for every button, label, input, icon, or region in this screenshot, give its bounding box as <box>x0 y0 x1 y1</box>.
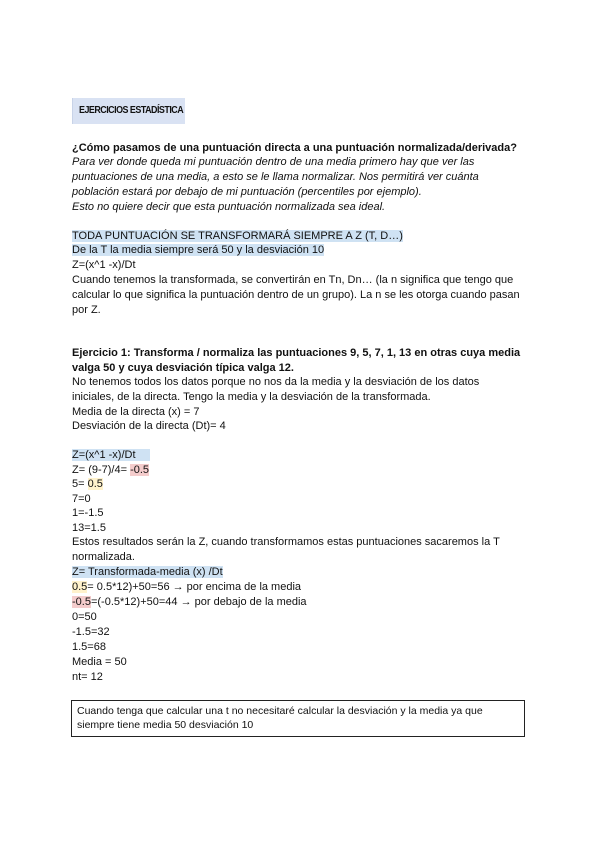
results-line: Estos resultados serán la Z, cuando transformamos estas puntuaciones sacaremos la T <box>72 536 500 548</box>
t4-calc: -1.5=32 <box>72 626 110 638</box>
z7-calc: 7=0 <box>72 493 91 505</box>
italic-line: Esto no quiere decir que esta puntuación normalizada sea ideal. <box>72 201 386 213</box>
page-title: EJERCICIOS ESTADÍSTICA <box>79 104 184 116</box>
z13-calc: 13=1.5 <box>72 522 106 534</box>
t-mean: Media = 50 <box>72 656 127 668</box>
italic-line: población estará por debajo de mi puntuación (percentiles por ejemplo). <box>72 186 422 198</box>
note-box <box>71 700 525 737</box>
t5-calc: 1.5=68 <box>72 641 106 653</box>
statement-t-mean: De la T la media siempre será 50 y la desviación 10 <box>72 244 325 256</box>
exercise-line: iniciales, de la directa. Tengo la media y la desviación de la transformada. <box>72 391 431 403</box>
paragraph-line: Cuando tenemos la transformada, se convertirán en Tn, Dn… (la n significa que tengo que <box>72 274 514 286</box>
question-heading: ¿Cómo pasamos de una puntuación directa a una puntuación normalizada/derivada? <box>72 142 517 154</box>
t2-calc: =(-0.5*12)+50=44 → por debajo de la media <box>90 596 307 608</box>
title-box <box>72 98 185 124</box>
exercise-line: No tenemos todos los datos porque no nos da la media y la desviación de los datos <box>72 376 480 388</box>
italic-line: Para ver donde queda mi puntuación dentro de una media primero hay que ver las <box>72 156 475 168</box>
deviation-direct: Desviación de la directa (Dt)= 4 <box>72 420 226 432</box>
paragraph-line: por Z. <box>72 304 101 316</box>
statement-uppercase: TODA PUNTUACIÓN SE TRANSFORMARÁ SIEMPRE A Z (T, D…) <box>72 230 403 242</box>
formula-z-highlight: Z=(x^1 -x)/Dt <box>72 449 150 461</box>
results-line: normalizada. <box>72 551 135 563</box>
exercise-heading: valga 50 y cuya desviación típica valga 12. <box>72 362 294 374</box>
z9-calc: Z= (9-7)/4= <box>72 464 131 476</box>
italic-line: puntuaciones de una media, a esto se le llama normalizar. Nos permitirá ver cuánta <box>72 171 479 183</box>
note-line: siempre tiene media 50 desviación 10 <box>77 719 254 731</box>
t3-calc: 0=50 <box>72 611 97 623</box>
t1-value: 0.5 <box>72 581 88 593</box>
formula-z: Z=(x^1 -x)/Dt <box>72 259 136 271</box>
exercise-heading: Ejercicio 1: Transforma / normaliza las puntuaciones 9, 5, 7, 1, 13 en otras cuya media <box>72 347 521 359</box>
formula-transformada: Z= Transformada-media (x) /Dt <box>72 566 223 578</box>
t-nt: nt= 12 <box>72 671 103 683</box>
paragraph-line: calcular lo que significa la puntuación dentro de un grupo). La n se les otorga cuando pasan <box>72 289 520 301</box>
z5-calc: 5= <box>72 478 88 490</box>
z1-calc: 1=-1.5 <box>72 507 104 519</box>
t2-value: -0.5 <box>72 596 91 608</box>
mean-direct: Media de la directa (x) = 7 <box>72 406 200 418</box>
z5-value: 0.5 <box>87 478 103 490</box>
z9-value: -0.5 <box>130 464 150 476</box>
t1-calc: = 0.5*12)+50=56 → por encima de la media <box>87 581 302 593</box>
note-line: Cuando tenga que calcular una t no necesitaré calcular la desviación y la media ya que <box>77 705 483 717</box>
